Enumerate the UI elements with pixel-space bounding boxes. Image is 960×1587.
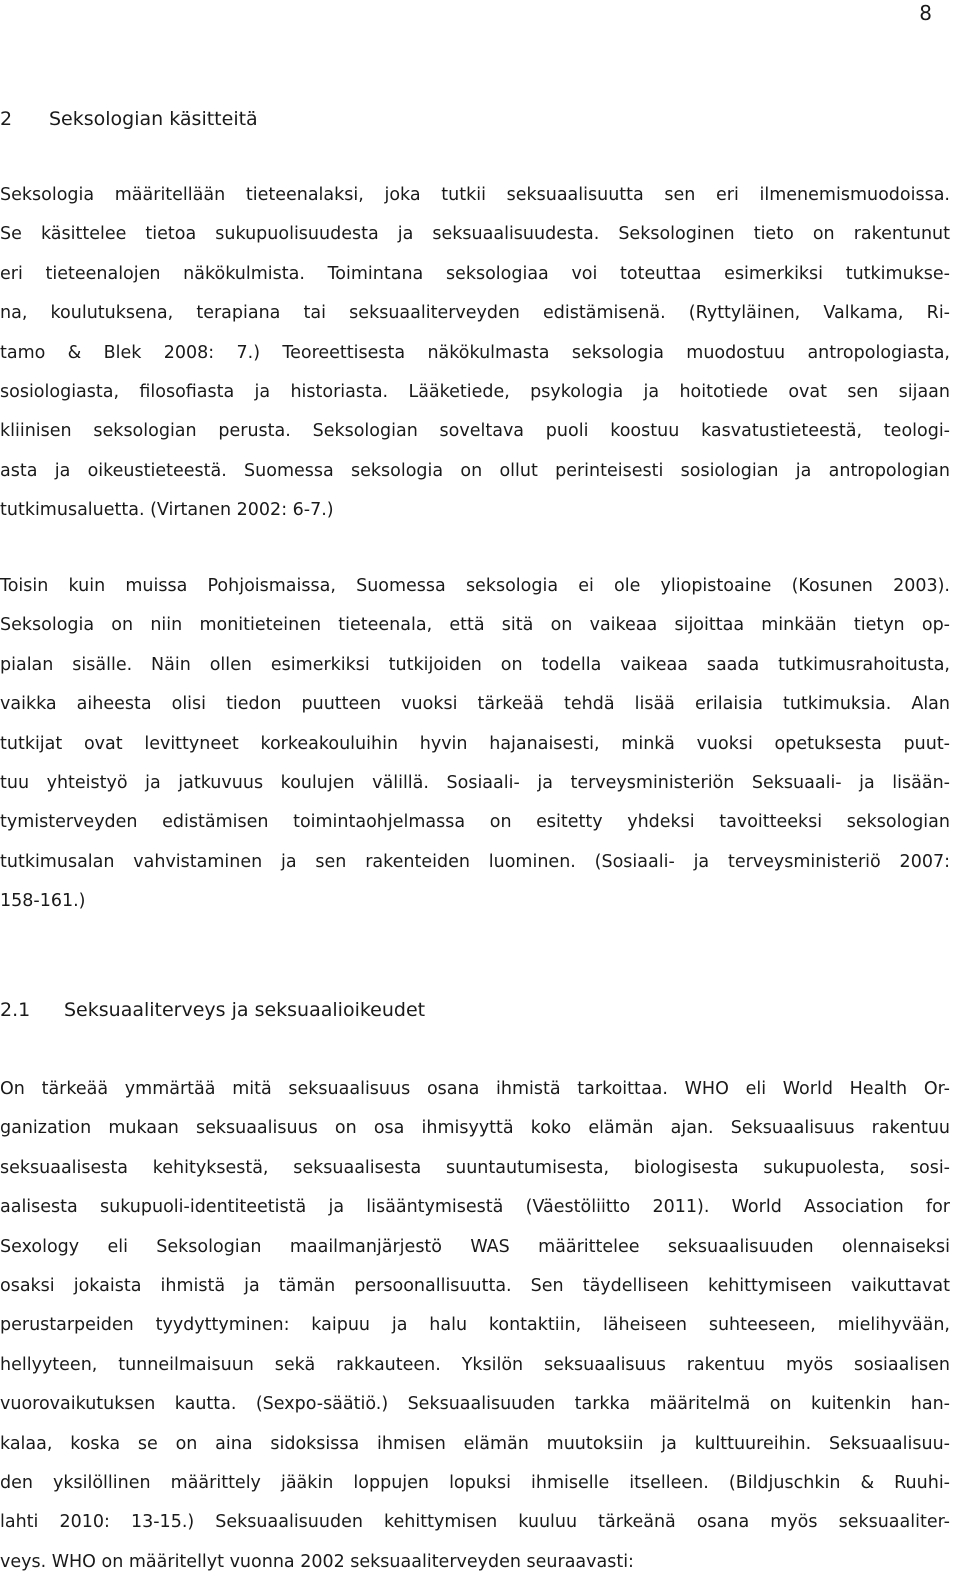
section-number: 2.1 bbox=[0, 999, 31, 1021]
section-heading-2 bbox=[0, 106, 950, 132]
text-line: Sexology eli Seksologian maailmanjärjestö WAS määrittelee seksuaalisuuden olennaiseksi bbox=[0, 1236, 950, 1257]
text-line: veys. WHO on määritellyt vuonna 2002 seksuaaliterveyden seuraavasti: bbox=[0, 1551, 634, 1572]
text-line: osaksi jokaista ihmistä ja tämän persoonallisuutta. Sen täydelliseen kehittymiseen vaikuttavat bbox=[0, 1276, 950, 1297]
paragraph-sec2-1-1 bbox=[0, 1070, 950, 1582]
text-line: aalisesta sukupuoli-identiteetistä ja lisääntymisestä (Väestöliitto 2011). World Association for bbox=[0, 1197, 950, 1218]
text-line: kliinisen seksologian perusta. Seksologian soveltava puoli koostuu kasvatustieteestä, teologi- bbox=[0, 421, 950, 442]
text-line: 158-161.) bbox=[0, 891, 86, 912]
text-line: Seksologia määritellään tieteenalaksi, joka tutkii seksuaalisuutta sen eri ilmenemismuodoissa. bbox=[0, 185, 950, 205]
paragraph-sec2-1 bbox=[0, 176, 950, 531]
text-line: tutkijat ovat levittyneet korkeakouluihin hyvin hajanaisesti, minkä vuoksi opetuksesta puut- bbox=[0, 733, 950, 754]
text-line: den yksilöllinen määrittely jääkin loppujen lopuksi ihmiselle itselleen. (Bildjuschkin & Ruuhi- bbox=[0, 1473, 950, 1494]
text-line: tutkimusaluetta. (Virtanen 2002: 6-7.) bbox=[0, 500, 334, 521]
page-number: 8 bbox=[919, 1, 932, 25]
section-title: Seksuaaliterveys ja seksuaalioikeudet bbox=[64, 999, 426, 1021]
section-heading-2-1 bbox=[0, 997, 950, 1023]
text-line: pialan sisälle. Näin ollen esimerkiksi tutkijoiden on todella vaikeaa saada tutkimusrahoitusta, bbox=[0, 654, 950, 675]
text-line: sosiologiasta, filosofiasta ja historiasta. Lääketiede, psykologia ja hoitotiede ovat sen sijaan bbox=[0, 382, 950, 403]
text-line: tutkimusalan vahvistaminen ja sen rakenteiden luominen. (Sosiaali- ja terveysministeriö 2007: bbox=[0, 851, 950, 872]
text-line: seksuaalisesta kehityksestä, seksuaalisesta suuntautumisesta, biologisesta sukupuolesta, sosi- bbox=[0, 1157, 950, 1178]
text-line: lahti 2010: 13-15.) Seksuaalisuuden kehittymisen kuuluu tärkeänä osana myös seksuaaliter- bbox=[0, 1512, 950, 1533]
text-line: Toisin kuin muissa Pohjoismaissa, Suomessa seksologia ei ole yliopistoaine (Kosunen 2003). bbox=[0, 576, 950, 596]
text-line: na, koulutuksena, terapiana tai seksuaaliterveyden edistämisenä. (Ryttyläinen, Valkama, Ri- bbox=[0, 303, 950, 324]
paragraph-sec2-2 bbox=[0, 567, 950, 922]
text-line: perustarpeiden tyydyttyminen: kaipuu ja halu kontaktiin, läheiseen suhteeseen, mielihyvään, bbox=[0, 1315, 950, 1336]
text-line: hellyyteen, tunneilmaisuun sekä rakkauteen. Yksilön seksuaalisuus rakentuu myös sosiaalisen bbox=[0, 1354, 950, 1375]
text-line: tamo & Blek 2008: 7.) Teoreettisesta näkökulmasta seksologia muodostuu antropologiasta, bbox=[0, 342, 950, 363]
section-number: 2 bbox=[0, 108, 13, 130]
text-line: tymisterveyden edistämisen toimintaohjelmassa on esitetty yhdeksi tavoitteeksi seksologian bbox=[0, 812, 950, 833]
text-line: asta ja oikeustieteestä. Suomessa seksologia on ollut perinteisesti sosiologian ja antropologian bbox=[0, 460, 950, 481]
text-line: kalaa, koska se on aina sidoksissa ihmisen elämän muutoksiin ja kulttuureihin. Seksuaalisuu- bbox=[0, 1433, 950, 1454]
section-title: Seksologian käsitteitä bbox=[49, 108, 258, 130]
text-line: Seksologia on niin monitieteinen tieteenala, että sitä on vaikeaa sijoittaa minkään tietyn op- bbox=[0, 615, 950, 636]
text-line: vuorovaikutuksen kautta. (Sexpo-säätiö.) Seksuaalisuuden tarkka määritelmä on kuitenkin han- bbox=[0, 1394, 950, 1415]
text-line: eri tieteenalojen näkökulmista. Toimintana seksologiaa voi toteuttaa esimerkiksi tutkimukse- bbox=[0, 263, 950, 284]
text-line: tuu yhteistyö ja jatkuvuus koulujen välillä. Sosiaali- ja terveysministeriön Seksuaali- ja lisään- bbox=[0, 773, 950, 794]
text-line: ganization mukaan seksuaalisuus on osa ihmisyyttä koko elämän ajan. Seksuaalisuus rakentuu bbox=[0, 1118, 950, 1139]
text-line: Se käsittelee tietoa sukupuolisuudesta ja seksuaalisuudesta. Seksologinen tieto on rakentunut bbox=[0, 224, 950, 245]
text-line: vaikka aiheesta olisi tiedon puutteen vuoksi tärkeää tehdä lisää erilaisia tutkimuksia. Alan bbox=[0, 694, 950, 715]
text-line: On tärkeää ymmärtää mitä seksuaalisuus osana ihmistä tarkoittaa. WHO eli World Health Or- bbox=[0, 1079, 950, 1099]
